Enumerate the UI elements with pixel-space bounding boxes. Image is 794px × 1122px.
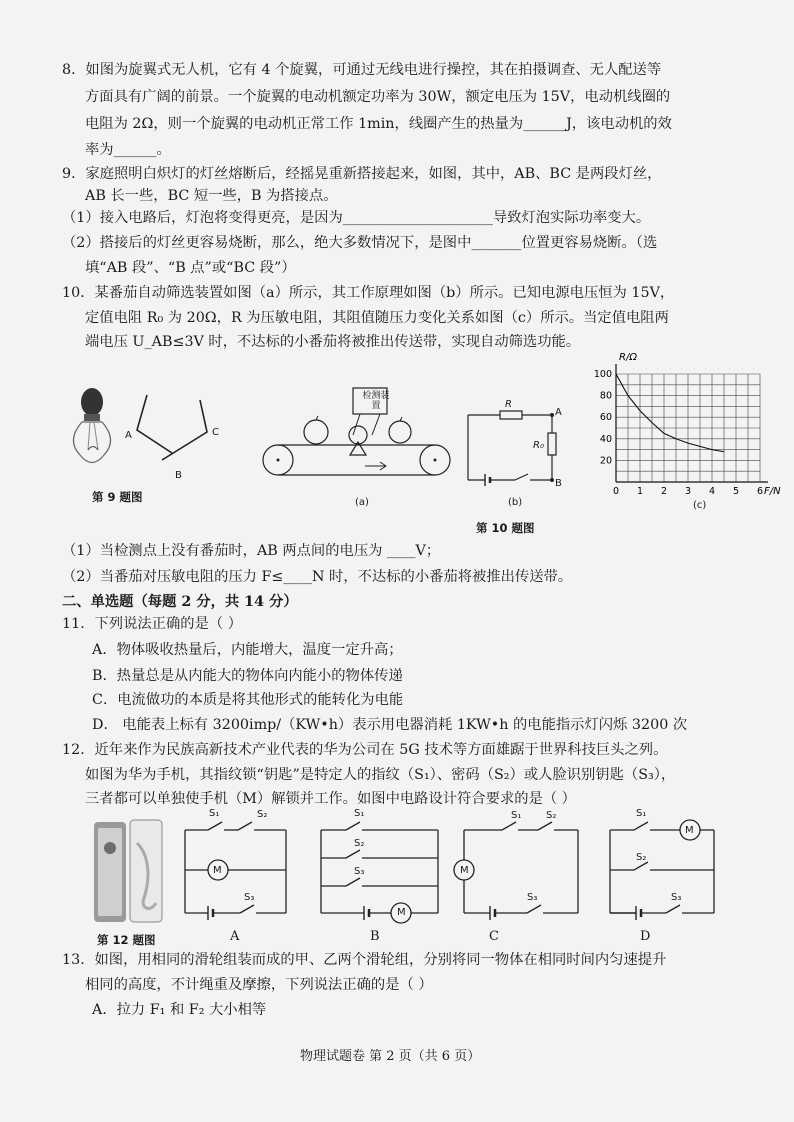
fig9-label-a: A [125,430,132,441]
x-tick-label: 1 [636,486,644,497]
page-footer: 物理试题卷 第 2 页（共 6 页） [300,1049,481,1064]
q11-option-d: D． 电能表上标有 3200imp/（KW•h）表示用电器消耗 1KW•h 的电能指示灯闪烁 3200 次 [92,717,688,733]
chart-grid [616,374,760,482]
q9-line1: 9．家庭照明白炽灯的灯丝熔断后，经摇晃重新搭接起来，如图，其中，AB、BC 是两段灯丝， [62,166,662,182]
section-2-heading: 二、单选题（每题 2 分，共 14 分） [62,594,298,610]
circuit-b-s3: S₃ [354,866,365,877]
x-tick-label: 0 [612,486,620,497]
circuit-a-s2: S₂ [257,809,268,820]
fig10a-detector-label: 检测装置 [362,391,390,411]
circuit-b-s1: S₁ [354,808,365,819]
q12-line2: 如图为华为手机，其指纹锁“钥匙”是特定人的指纹（S₁）、密码（S₂）或人脸识别钥匙（S₃）， [85,767,676,783]
q12-circuit-a [180,808,292,930]
q9-line2: AB 长一些，BC 短一些，B 为搭接点。 [85,188,338,204]
circuit-a-motor: M [213,865,222,876]
q8-line4: 率为______。 [85,142,171,158]
x-tick-label: 6 [756,486,764,497]
fig10-caption: 第 10 题图 [476,521,535,535]
fig12-phone-image [92,818,164,926]
circuit-d-s3: S₃ [671,892,682,903]
fig10b-label: (b) [508,497,523,508]
fig10b-a-label: A [555,407,562,418]
q11-option-c: C．电流做功的本质是将其他形式的能转化为电能 [92,692,404,708]
circuit-d-label: D [640,929,651,944]
x-tick-label: 3 [684,486,692,497]
q10-line1: 10．某番茄自动筛选装置如图（a）所示，其工作原理如图（b）所示。已知电源电压恒为 15V， [62,285,675,301]
circuit-a-s3: S₃ [244,892,255,903]
q10-sub2: （2）当番茄对压敏电阻的压力 F≤____N 时，不达标的小番茄将被推出传送带。 [62,569,573,585]
q12-circuit-b [316,808,444,930]
fig9-bulb-figure [62,380,222,475]
q10-line2: 定值电阻 R₀ 为 20Ω，R 为压敏电阻，其阻值随压力变化关系如图（c）所示。当定值电阻两 [85,310,669,326]
q13-option-a: A．拉力 F₁ 和 F₂ 大小相等 [92,1002,267,1018]
fig10c-chart [588,350,788,515]
y-tick-label: 80 [599,390,612,402]
fig9-label-c: C [212,427,219,438]
q13-line2: 相同的高度，不计绳重及摩擦，下列说法正确的是（ ） [85,977,433,993]
chart-ticks [594,369,763,497]
q11-option-a: A．物体吸收热量后，内能增大，温度一定升高； [92,642,403,658]
fig9-label-b: B [175,470,182,481]
circuit-a-label: A [230,929,240,944]
circuit-c-s1: S₁ [511,810,522,821]
fig10b-b-label: B [555,478,562,489]
q13-line1: 13．如图，用相同的滑轮组装而成的甲、乙两个滑轮组，分别将同一物体在相同时间内匀速提升 [62,952,667,968]
x-tick-label: 2 [660,486,668,497]
fig10b-r0-label: R₀ [533,440,544,451]
q11-stem: 11．下列说法正确的是（ ） [62,616,243,632]
fig10b-r-label: R [505,399,512,410]
y-tick-label: 100 [593,369,612,380]
y-tick-label: 20 [599,455,612,467]
q9-sub2: （2）搭接后的灯丝更容易烧断，那么，绝大多数情况下，是图中_______位置更容易烧断。（选 [62,235,658,251]
q8-line1: 8．如图为旋翼式无人机，它有 4 个旋翼，可通过无线电进行操控，其在拍摄调查、无人配送等 [62,62,662,78]
circuit-a-s1: S₁ [209,808,220,819]
fig12-caption: 第 12 题图 [97,933,156,947]
q12-circuit-c [452,808,584,930]
circuit-c-motor: M [460,865,469,876]
circuit-d-s1: S₁ [636,808,647,819]
q11-option-b: B．热量总是从内能大的物体向内能小的物体传递 [92,668,403,684]
circuit-c-s2: S₂ [546,810,557,821]
q8-line2: 方面具有广阔的前景。一个旋翼的电动机额定功率为 30W，额定电压为 15V，电动机线圈的 [85,89,671,105]
circuit-b-label: B [370,929,380,944]
q8-line3: 电阻为 2Ω，则一个旋翼的电动机正常工作 1min，线圈产生的热量为______J，该电动机的效 [85,116,672,132]
chart-xlabel: F/N [764,486,781,497]
y-tick-label: 60 [599,412,612,424]
fig10c-chart-svg [588,350,788,515]
chart-ylabel: R/Ω [619,352,637,363]
q9-sub2-cont: 填“AB 段”、“B 点”或“BC 段”） [85,260,296,276]
fig10c-label: (c) [693,500,707,511]
q9-sub1: （1）接入电路后，灯泡将变得更亮，是因为_____________________导致灯泡实际功率变大。 [62,210,651,226]
q10-line3: 端电压 U_AB≤3V 时，不达标的小番茄将被推出传送带，实现自动筛选功能。 [85,334,581,350]
circuit-c-s3: S₃ [527,892,538,903]
series-line [616,374,724,452]
y-tick-label: 40 [599,433,612,445]
fig10a-conveyor [250,380,460,485]
fig9-caption: 第 9 题图 [92,490,143,504]
chart-series [616,374,724,452]
fig10a-label: (a) [355,497,369,508]
circuit-d-motor: M [685,825,694,836]
circuit-b-motor: M [397,907,406,918]
q12-line1: 12．近年来作为民族高新技术产业代表的华为公司在 5G 技术等方面雄踞于世界科技巨头之列。 [62,742,668,758]
q10-sub1: （1）当检测点上没有番茄时，AB 两点间的电压为 ____V； [62,543,441,559]
q12-circuit-d [604,808,720,930]
circuit-c-label: C [489,929,499,944]
q12-line3: 三者都可以单独使手机（M）解锁并工作。如图中电路设计符合要求的是（ ） [85,791,576,807]
circuit-d-s2: S₂ [636,852,647,863]
chart-axes [616,364,768,482]
circuit-b-s2: S₂ [354,838,365,849]
x-tick-label: 4 [708,486,716,497]
x-tick-label: 5 [732,486,740,497]
